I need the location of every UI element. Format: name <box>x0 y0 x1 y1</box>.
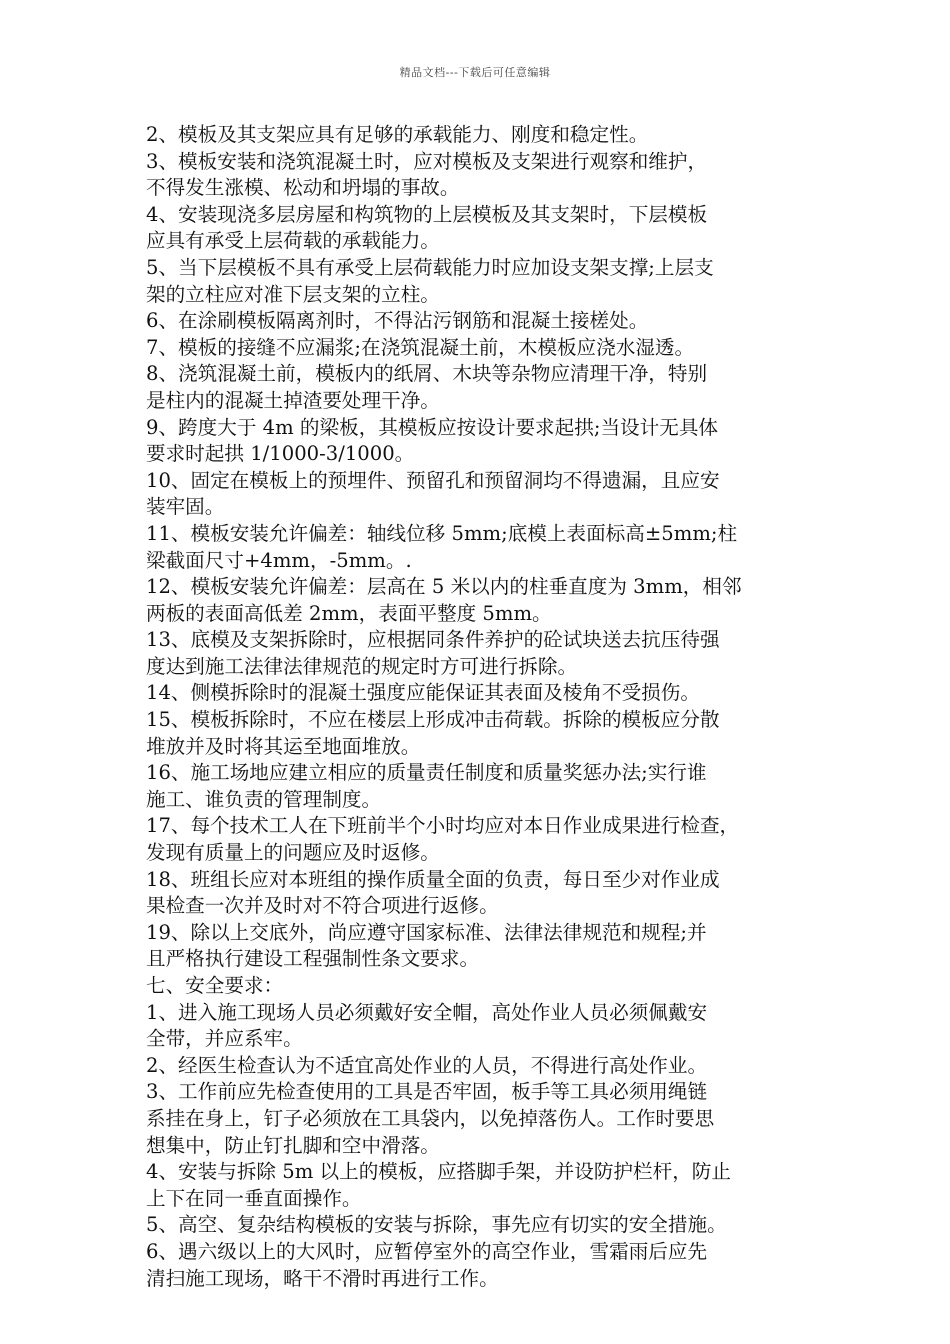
text-line: 应具有承受上层荷载的承载能力。 <box>146 229 440 253</box>
text-line: 4、安装现浇多层房屋和构筑物的上层模板及其支架时，下层模板 <box>146 202 708 226</box>
text-line: 6、在涂刷模板隔离剂时，不得沾污钢筋和混凝土接槎处。 <box>146 309 649 333</box>
text-line: 9、跨度大于 4m 的梁板，其模板应按设计要求起拱;当设计无具体 <box>146 415 719 439</box>
text-line: 10、固定在模板上的预埋件、预留孔和预留洞均不得遗漏，且应安 <box>146 468 720 492</box>
text-line: 七、安全要求： <box>146 974 284 997</box>
text-line: 18、班组长应对本班组的操作质量全面的负责，每日至少对作业成 <box>146 867 720 891</box>
text-line: 度达到施工法律法律规范的规定时方可进行拆除。 <box>146 654 578 678</box>
text-line: 6、遇六级以上的大风时，应暂停室外的高空作业，雪霜雨后应先 <box>146 1239 708 1263</box>
text-line: 堆放并及时将其运至地面堆放。 <box>146 734 421 758</box>
text-line: 要求时起拱 1/1000-3/1000。 <box>146 442 415 466</box>
text-line: 果检查一次并及时对不符合项进行返修。 <box>146 894 499 918</box>
text-line: 系挂在身上，钉子必须放在工具袋内，以免掉落伤人。工作时要思 <box>146 1106 715 1130</box>
text-line: 且严格执行建设工程强制性条文要求。 <box>146 947 480 971</box>
text-line: 16、施工场地应建立相应的质量责任制度和质量奖惩办法;实行谁 <box>146 761 707 785</box>
text-line: 2、经医生检查认为不适宜高处作业的人员，不得进行高处作业。 <box>146 1053 708 1077</box>
text-line: 上下在同一垂直面操作。 <box>146 1186 362 1210</box>
text-line: 想集中，防止钉扎脚和空中滑落。 <box>146 1133 440 1157</box>
page-header: 精品文档---下载后可任意编辑 <box>399 66 551 79</box>
text-line: 12、模板安装允许偏差：层高在 5 米以内的柱垂直度为 3mm，相邻 <box>146 575 742 599</box>
text-line: 架的立柱应对准下层支架的立柱。 <box>146 282 440 306</box>
text-line: 全带，并应系牢。 <box>146 1027 303 1051</box>
text-line: 不得发生涨模、松动和坍塌的事故。 <box>146 176 460 200</box>
text-line: 15、模板拆除时，不应在楼层上形成冲击荷载。拆除的模板应分散 <box>146 708 720 732</box>
text-line: 5、当下层模板不具有承受上层荷载能力时应加设支架支撑;上层支 <box>146 255 714 279</box>
text-line: 2、模板及其支架应具有足够的承载能力、刚度和稳定性。 <box>146 123 649 146</box>
text-line: 7、模板的接缝不应漏浆;在浇筑混凝土前，木模板应浇水湿透。 <box>146 335 695 359</box>
text-line: 施工、谁负责的管理制度。 <box>146 787 382 811</box>
text-line: 5、高空、复杂结构模板的安装与拆除，事先应有切实的安全措施。 <box>146 1213 727 1237</box>
text-line: 装牢固。 <box>146 495 225 519</box>
text-line: 两板的表面高低差 2mm，表面平整度 5mm。 <box>146 601 552 625</box>
text-line: 3、工作前应先检查使用的工具是否牢固，板手等工具必须用绳链 <box>146 1080 708 1104</box>
text-line: 19、除以上交底外，尚应遵守国家标准、法律法律规范和规程;并 <box>146 920 707 944</box>
text-line: 13、底模及支架拆除时，应根据同条件养护的砼试块送去抗压待强 <box>146 628 720 652</box>
text-line: 11、模板安装允许偏差：轴线位移 5mm;底模上表面标高±5mm;柱 <box>146 521 738 545</box>
text-line: 14、侧模拆除时的混凝土强度应能保证其表面及棱角不受损伤。 <box>146 681 700 705</box>
text-line: 3、模板安装和浇筑混凝土时，应对模板及支架进行观察和维护， <box>146 149 708 173</box>
text-line: 8、浇筑混凝土前，模板内的纸屑、木块等杂物应清理干净，特别 <box>146 362 708 386</box>
text-line: 17、每个技术工人在下班前半个小时均应对本日作业成果进行检查， <box>146 814 740 838</box>
text-line: 清扫施工现场，略干不滑时再进行工作。 <box>146 1266 499 1290</box>
text-line: 是柱内的混凝土掉渣要处理干净。 <box>146 388 440 412</box>
text-line: 4、安装与拆除 5m 以上的模板，应搭脚手架，并设防护栏杆，防止 <box>146 1160 731 1184</box>
text-line: 1、进入施工现场人员必须戴好安全帽，高处作业人员必须佩戴安 <box>146 1000 708 1024</box>
text-line: 梁截面尺寸+4mm，-5mm。. <box>146 548 412 572</box>
document-body <box>146 122 828 1292</box>
text-line: 发现有质量上的问题应及时返修。 <box>146 841 440 865</box>
